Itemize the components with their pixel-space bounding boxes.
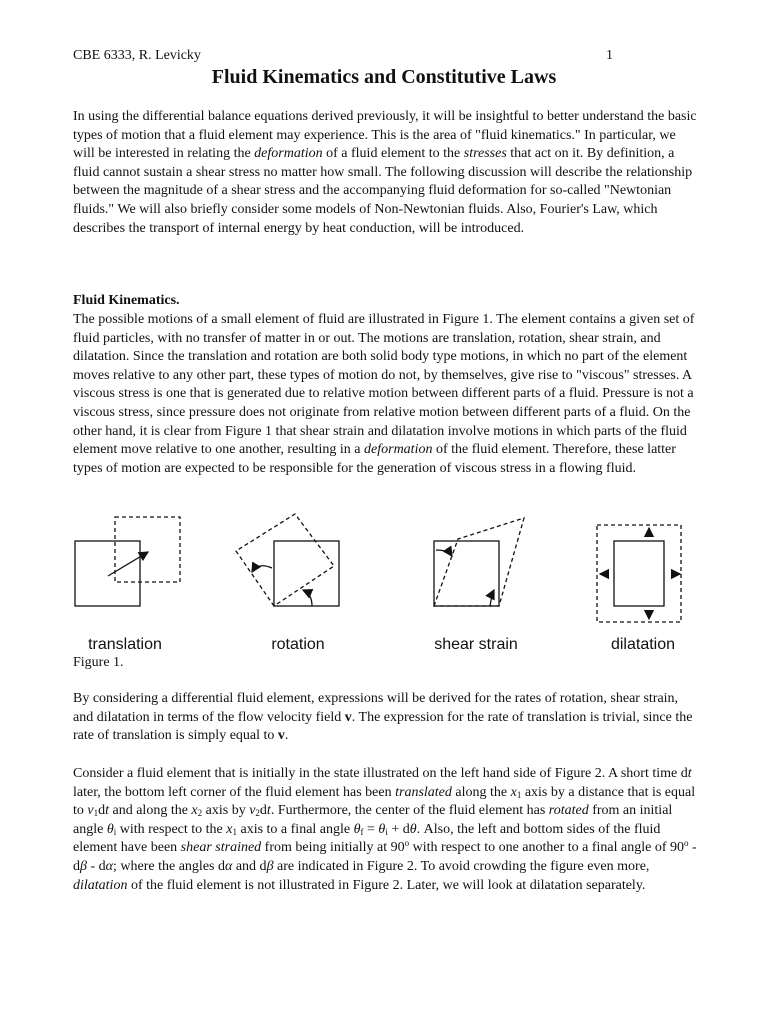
rotation-label: rotation — [271, 636, 325, 653]
intro-paragraph: In using the differential balance equations derived previously, it will be insightful to better understand the basic types of motion that a fluid element may experience. This is the area of "fluid kinematics." In particular, we will be interested in relating the deformation of a fluid element to the stresses that act on it. By definition, a fluid cannot sustain a shear stress no matter how small. The following discussion will describe the relationship between the magnitude of a shear stress and the accompanying fluid deformation for so-called "Newtonian fluids." We will also briefly consider some models of Non-Newtonian fluids. Also, Fourier's Law, which describes the transport of internal energy by heat conduction, will be introduced. — [73, 109, 697, 236]
page-number: 1 — [606, 48, 613, 63]
figure-2-paragraph: Consider a fluid element that is initially in the state illustrated on the left hand side of Figure 2. A short time dt later, the bottom left corner of the fluid element has been translated along the $x_1$ axis by a distance that is equal to $v_1dt$ and along the $x_2$ axis by $v_2dt$. Furthermore, the center of the fluid element has rotated from an initial angle $\theta_i$ with respect to the $x_1$ axis to a final angle $\theta_f = \theta_i + d\theta$. Also, the left and bottom sides of the fluid element have been shear strained from being initially at 90$^o$ with respect to one another to a final angle of 90$^o$ - dβ - dα; where the angles dα and dβ are indicated in Figure 2. To avoid crowding the figure even more, dilatation of the fluid element is not illustrated in Figure 2. Later, we will look at dilatation separately. — [73, 766, 697, 893]
dilatation-label: dilatation — [610, 636, 676, 653]
rotation-diagram — [236, 514, 339, 606]
page-title: Fluid Kinematics and Constitutive Laws — [211, 66, 557, 88]
shear-strain-label: shear strain — [434, 636, 518, 653]
velocity-paragraph: By considering a differential fluid element, expressions will be derived for the rates of rotation, shear strain, and dilatation in terms of the flow velocity field v. The expression for the rate of translation is trivial, since the rate of translation is simply equal to v. — [73, 691, 693, 744]
figure-1 — [60, 506, 700, 676]
section-heading: Fluid Kinematics. — [73, 293, 180, 308]
course-header: CBE 6333, R. Levicky — [73, 48, 201, 63]
shear-strain-diagram — [434, 518, 524, 606]
dilatation-diagram — [597, 525, 681, 622]
translation-label: translation — [88, 636, 162, 653]
figure-1-diagram — [60, 506, 700, 636]
figure-1-caption: Figure 1. — [73, 655, 124, 670]
translation-diagram — [75, 517, 180, 606]
kinematics-paragraph: The possible motions of a small element of fluid are illustrated in Figure 1. The element contains a given set of fluid particles, with no transfer of matter in or out. The motions are translation, rotation, shear strain, and dilatation. Since the translation and rotation are both solid body type motions, in which no part of the element moves relative to any other part, these types of motion do not, by themselves, give rise to "viscous" stresses. A viscous stress is one that is generated due to relative motion between different parts of a fluid. Pressure is not a viscous stress, since pressure does not originate from relative motion between different parts of a fluid. On the other hand, it is clear from Figure 1 that shear strain and dilatation involve motions in which parts of the fluid element move relative to one another, resulting in a deformation of the fluid element. Therefore, these latter types of motion are expected to be responsible for the generation of viscous stress in a flowing fluid. — [73, 312, 695, 476]
